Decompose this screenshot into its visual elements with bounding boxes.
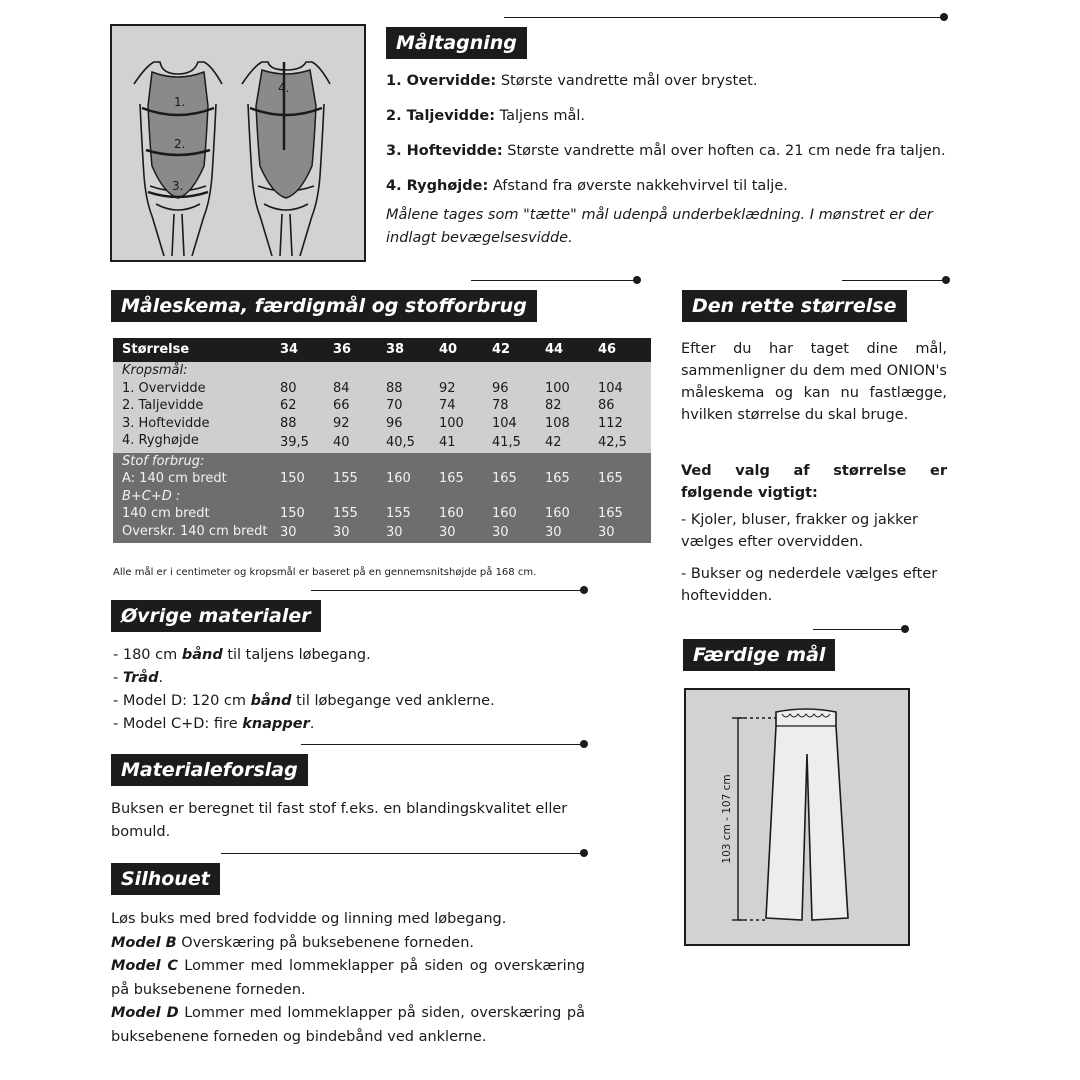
table-row: 3. Hoftevidde 88 92 96 100 104 108 112 xyxy=(113,415,651,433)
table-row: 2. Taljevidde 62 66 70 74 78 82 86 xyxy=(113,397,651,415)
table-row: A: 140 cm bredt 150 155 160 165 165 165 165 xyxy=(113,470,651,488)
right-size-bullets xyxy=(681,509,947,607)
list-item: - Tråd. xyxy=(113,670,164,686)
materials-title: Øvrige materialer xyxy=(111,600,321,632)
silhouette-title: Silhouet xyxy=(111,863,220,895)
header-dot xyxy=(942,276,950,284)
pants-svg xyxy=(686,690,908,944)
finished-title: Færdige mål xyxy=(683,639,835,671)
suggestions-text: Buksen er beregnet til fast stof f.eks. en blandingskvalitet eller bomuld. xyxy=(111,801,568,840)
suggestions-header xyxy=(111,754,586,786)
right-size-header xyxy=(682,290,948,322)
silhouette-model-d: Model D Lommer med lommeklapper på siden, overskæring på buksebenene forneden og bindebånd ved anklerne. xyxy=(111,1005,585,1045)
length-measure-label: 103 cm - 107 cm xyxy=(721,774,733,864)
materials-header xyxy=(111,600,586,632)
header-dot xyxy=(580,849,588,857)
header-rule xyxy=(221,853,584,854)
pants-figure xyxy=(684,688,910,946)
size-table-wrap xyxy=(113,338,651,543)
table-row: 4. Ryghøjde 39,5 40 40,5 41 41,5 42 42,5 xyxy=(113,432,651,453)
finished-header xyxy=(683,639,907,671)
header-dot xyxy=(901,625,909,633)
list-item: - Model C+D: fire knapper. xyxy=(113,716,315,732)
measuring-note: Målene tages som "tætte" mål udenpå underbeklædning. I mønstret er der indlagt bevægelsesvidde. xyxy=(386,207,933,246)
table-row: 140 cm bredt 150 155 155 160 160 160 165 xyxy=(113,505,651,523)
list-item: - Bukser og nederdele vælges efter hoftevidden. xyxy=(681,566,938,604)
silhouette-model-b: Model B Overskæring på buksebenene forneden. xyxy=(111,934,474,951)
header-rule xyxy=(311,590,584,591)
measure-item: 2. Taljevidde: Taljens mål. xyxy=(386,108,585,124)
header-dot xyxy=(580,740,588,748)
header-rule xyxy=(842,280,946,281)
silhouette-header xyxy=(111,863,586,895)
table-row: B+C+D : xyxy=(113,488,651,506)
table-row: Overskr. 140 cm bredt 30 30 30 30 30 30 30 xyxy=(113,523,651,544)
list-item: - Kjoler, bluser, frakker og jakker vælges efter overvidden. xyxy=(681,512,918,550)
size-chart-title: Måleskema, færdigmål og stofforbrug xyxy=(111,290,537,322)
fig-label-4: 4. xyxy=(278,81,290,95)
measuring-header xyxy=(386,27,946,59)
materials-list xyxy=(113,644,495,736)
right-size-para: Efter du har taget dine mål, sammenligner du dem med ONION's måleskema og kan nu fastlægge, hvilken størrelse du skal bruge. xyxy=(681,341,947,423)
table-header-row: Størrelse 34 36 38 40 42 44 46 xyxy=(113,338,651,362)
fig-label-2: 2. xyxy=(174,137,186,151)
silhouette-line: Løs buks med bred fodvidde og linning med løbegang. xyxy=(111,911,507,927)
size-table xyxy=(113,338,651,543)
fig-label-1: 1. xyxy=(174,95,186,109)
list-item: - Model D: 120 cm bånd til løbegange ved anklerne. xyxy=(113,693,495,709)
fig-label-3: 3. xyxy=(172,179,184,193)
table-row: Kropsmål: xyxy=(113,362,651,380)
right-size-bold: Ved valg af størrelse er følgende vigtigt: xyxy=(681,463,947,501)
header-rule xyxy=(813,629,905,630)
header-dot xyxy=(580,586,588,594)
header-dot xyxy=(940,13,948,21)
list-item: - 180 cm bånd til taljens løbegang. xyxy=(113,647,371,663)
measuring-title: Måltagning xyxy=(386,27,527,59)
table-row: 1. Overvidde 80 84 88 92 96 100 104 xyxy=(113,380,651,398)
header-rule xyxy=(301,744,584,745)
measuring-list xyxy=(386,70,960,250)
body-measure-figure xyxy=(110,24,366,262)
header-dot xyxy=(633,276,641,284)
silhouette-text xyxy=(111,908,585,1049)
size-chart-header xyxy=(111,290,639,322)
silhouette-model-c: Model C Lommer med lommeklapper på siden og overskæring på buksebenene forneden. xyxy=(111,958,585,998)
body-figure-svg xyxy=(112,26,364,260)
header-rule xyxy=(471,280,637,281)
suggestions-title: Materialeforslag xyxy=(111,754,308,786)
header-rule xyxy=(504,17,944,18)
measure-item: 3. Hoftevidde: Største vandrette mål over hoften ca. 21 cm nede fra taljen. xyxy=(386,143,946,159)
size-chart-footnote: Alle mål er i centimeter og kropsmål er baseret på en gennemsnitshøjde på 168 cm. xyxy=(113,567,537,578)
measure-item: 4. Ryghøjde: Afstand fra øverste nakkehvirvel til talje. xyxy=(386,178,788,194)
right-size-title: Den rette størrelse xyxy=(682,290,907,322)
measure-item: 1. Overvidde: Største vandrette mål over brystet. xyxy=(386,73,758,89)
table-row: Stof forbrug: xyxy=(113,453,651,471)
